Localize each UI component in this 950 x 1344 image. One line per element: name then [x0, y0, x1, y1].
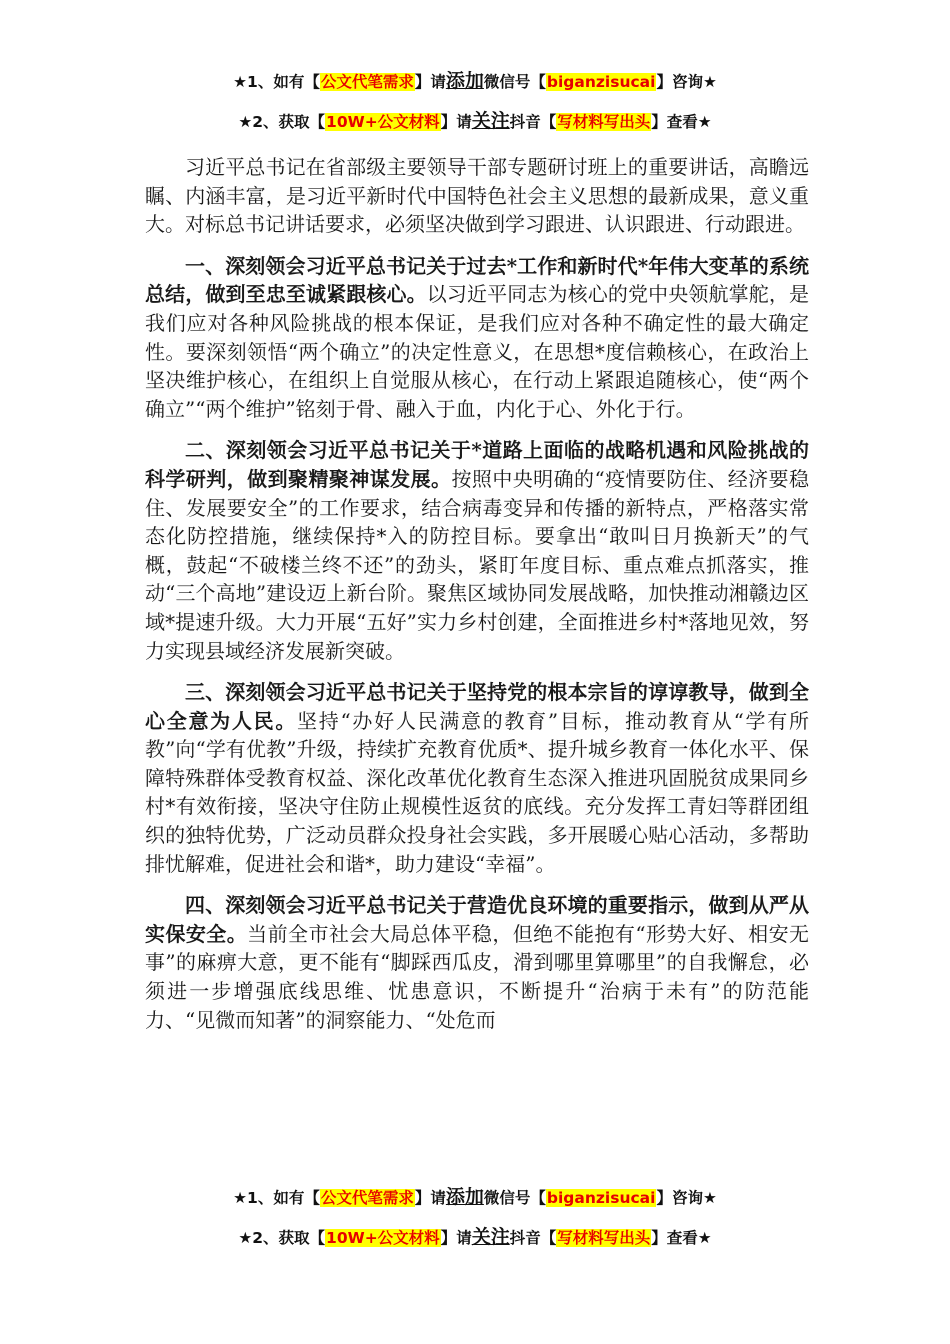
header1-emphasis: 添加	[445, 70, 484, 92]
footer-promo-line-2	[0, 1226, 950, 1249]
section-2-paragraph	[145, 436, 809, 665]
footer2-highlight-materials: 10W+公文材料	[326, 1229, 440, 1247]
section-1-heading: 一、深刻领会习近平总书记关于过去*工作和新时代*年伟大变革的系统总结，做到至忠至诚紧跟核心。	[145, 253, 809, 307]
footer2-emphasis: 关注	[471, 1226, 510, 1248]
header1-highlight-wechat: biganzisucai	[546, 73, 656, 91]
document-body	[145, 153, 809, 1034]
section-4-paragraph	[145, 891, 809, 1034]
header2-prefix: ★2、获取【	[238, 113, 326, 131]
footer1-mid2: 微信号【	[483, 1189, 546, 1207]
footer1-emphasis: 添加	[445, 1186, 484, 1208]
footer1-highlight-wechat: biganzisucai	[546, 1189, 656, 1207]
section-3-heading: 三、深刻领会习近平总书记关于坚持党的根本宗旨的谆谆教导，做到全心全意为人民。	[145, 680, 809, 733]
header1-mid2: 微信号【	[483, 73, 546, 91]
section-4-heading: 四、深刻领会习近平总书记关于营造优良环境的重要指示，做到从严从实保安全。	[145, 893, 809, 946]
section-4-text: 当前全市社会大局总体平稳，但绝不能抱有“形势大好、相安无事”的麻痹大意，更不能有“脚踩西瓜皮，滑到哪里算哪里”的自我懈怠，必须进一步增强底线思维、忧患意识，不断提升“治病于未有”的防范能力、“见微而知著”的洞察能力、“处危而	[145, 921, 809, 1032]
section-3-paragraph	[145, 678, 809, 878]
footer1-mid1: 】请	[414, 1189, 446, 1207]
header-promo-line-2	[0, 110, 950, 133]
header2-highlight-materials: 10W+公文材料	[326, 113, 440, 131]
header2-mid2: 抖音【	[509, 113, 557, 131]
header1-prefix: ★1、如有【	[233, 73, 320, 91]
intro-paragraph: 习近平总书记在省部级主要领导干部专题研讨班上的重要讲话，高瞻远瞩、内涵丰富，是习近平新时代中国特色社会主义思想的最新成果，意义重大。对标总书记讲话要求，必须坚决做到学习跟进、认识跟进、行动跟进。	[145, 155, 809, 237]
section-1-text: 以习近平同志为核心的党中央领航掌舵，是我们应对各种风险挑战的根本保证，是我们应对各种不确定性的最大确定性。要深刻领悟“两个确立”的决定性意义，在思想*度信赖核心，在政治上坚决维护核心，在组织上自觉服从核心，在行动上紧跟追随核心，使“两个确立”“两个维护”铭刻于骨、融入于血，内化于心、外化于行。	[145, 282, 809, 421]
header2-mid1: 】请	[440, 113, 472, 131]
header-promo-line-1	[0, 70, 950, 93]
footer2-prefix: ★2、获取【	[238, 1229, 326, 1247]
footer1-prefix: ★1、如有【	[233, 1189, 320, 1207]
footer2-highlight-douyin: 写材料写出头	[557, 1229, 651, 1247]
footer1-suffix: 】咨询★	[656, 1189, 717, 1207]
header1-highlight-service: 公文代笔需求	[320, 73, 414, 91]
header1-mid1: 】请	[414, 73, 446, 91]
footer-promo-line-1	[0, 1186, 950, 1209]
footer2-suffix: 】查看★	[651, 1229, 712, 1247]
footer2-mid1: 】请	[440, 1229, 472, 1247]
header2-highlight-douyin: 写材料写出头	[557, 113, 651, 131]
section-2-text: 按照中央明确的“疫情要防住、经济要稳住、发展要安全”的工作要求，结合病毒变异和传播的新特点，严格落实常态化防控措施，继续保持*入的防控目标。要拿出“敢叫日月换新天”的气概，鼓起“不破楼兰终不还”的劲头，紧盯年度目标、重点难点抓落实，推动“三个高地”建设迈上新台阶。聚焦区域协同发展战略，加快推动湘赣边区域*提速升级。大力开展“五好”实力乡村创建，全面推进乡村*落地见效，努力实现县域经济发展新突破。	[145, 466, 809, 663]
header2-emphasis: 关注	[471, 110, 510, 132]
footer1-highlight-service: 公文代笔需求	[320, 1189, 414, 1207]
section-3-text: 坚持“办好人民满意的教育”目标，推动教育从“学有所教”向“学有优教”升级，持续扩充教育优质*、提升城乡教育一体化水平、保障特殊群体受教育权益、深化改革优化教育生态深入推进巩固脱贫成果同乡村*有效衔接，坚决守住防止规模性返贫的底线。充分发挥工青妇等群团组织的独特优势，广泛动员群众投身社会实践，多开展暖心贴心活动，多帮助排忧解难，促进社会和谐*，助力建设“幸福”。	[145, 708, 809, 876]
header2-suffix: 】查看★	[651, 113, 712, 131]
section-2-heading: 二、深刻领会习近平总书记关于*道路上面临的战略机遇和风险挑战的科学研判，做到聚精聚神谋发展。	[145, 438, 809, 491]
footer2-mid2: 抖音【	[509, 1229, 557, 1247]
section-1-paragraph	[145, 252, 809, 424]
header1-suffix: 】咨询★	[656, 73, 717, 91]
